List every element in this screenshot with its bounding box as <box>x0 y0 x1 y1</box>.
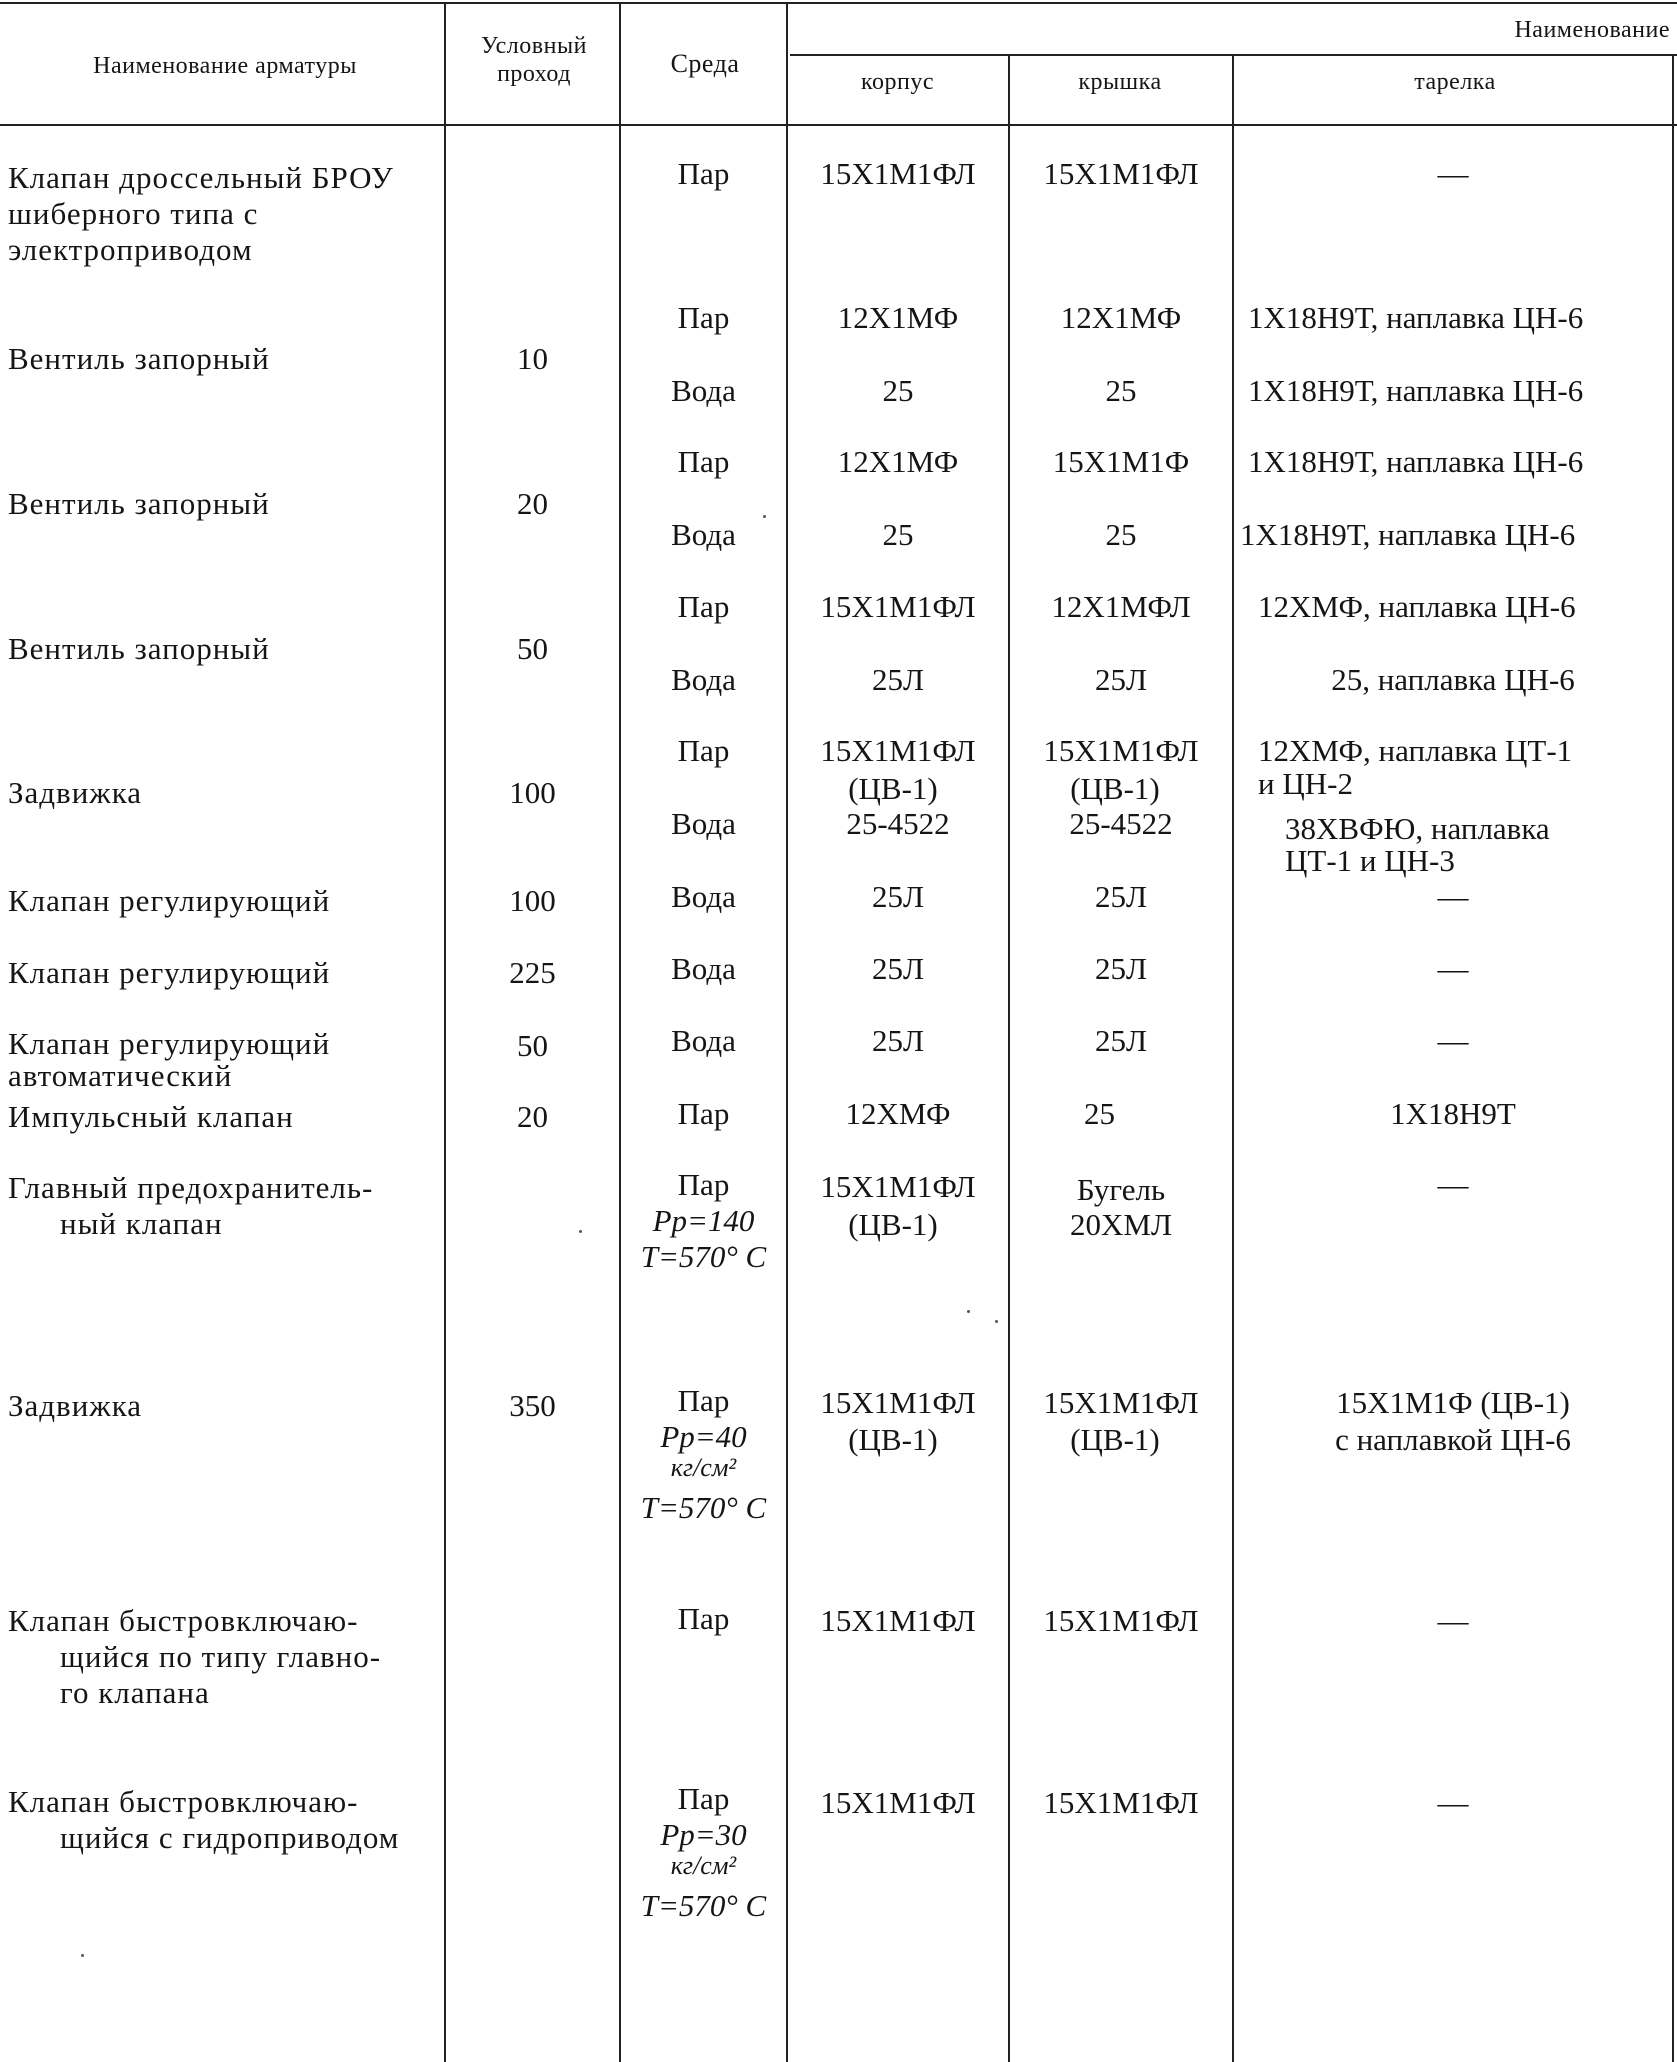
row-1-sub-0-disc: 1Х18Н9Т, наплавка ЦН-6 <box>1248 300 1584 335</box>
row-0-disc: — <box>1437 156 1469 191</box>
row-12-name-line-2: щийся с гидроприводом <box>60 1820 400 1855</box>
row-1-sub-0-body: 12Х1МФ <box>837 300 959 335</box>
row-11-body: 15Х1М1ФЛ <box>820 1603 976 1638</box>
row-10-medium-unit: кг/см² <box>670 1453 737 1482</box>
header-disc-col: тарелка <box>1414 69 1496 95</box>
print-speck <box>579 1230 582 1233</box>
row-7-disc: — <box>1437 1023 1469 1058</box>
row-8-body: 12ХМФ <box>845 1096 951 1131</box>
row-6-medium: Вода <box>671 951 736 986</box>
row-7-cover: 25Л <box>1094 1023 1148 1058</box>
row-4-sub-1-cover: 25-4522 <box>1069 806 1173 841</box>
row-12-medium-unit: кг/см² <box>670 1851 737 1880</box>
row-3-sub-0-disc: 12ХМФ, наплавка ЦН-6 <box>1258 589 1576 624</box>
row-4-sub-0-disc: 12ХМФ, наплавка ЦТ-1 <box>1258 733 1573 768</box>
row-9-cover: Бугель <box>1076 1172 1166 1207</box>
print-speck <box>967 1310 970 1313</box>
header-dn-col: Условный проход <box>481 33 587 87</box>
row-9-medium-pressure: Pр=140 <box>652 1203 755 1238</box>
row-4-sub-0-body2: (ЦВ-1) <box>848 771 938 806</box>
row-0-cover: 15Х1М1ФЛ <box>1043 156 1199 191</box>
row-3-name: Вентиль запорный <box>8 631 270 666</box>
row-2-name: Вентиль запорный <box>8 486 270 521</box>
row-0-body: 15Х1М1ФЛ <box>820 156 976 191</box>
row-3-sub-0-cover: 12Х1МФЛ <box>1051 589 1191 624</box>
row-8-name: Импульсный клапан <box>8 1099 294 1134</box>
row-3-sub-1-body: 25Л <box>871 662 925 697</box>
row-1-sub-0-medium: Пар <box>677 300 730 335</box>
row-4-name: Задвижка <box>8 775 143 810</box>
row-1-sub-0-cover: 12Х1МФ <box>1060 300 1182 335</box>
row-7-medium: Вода <box>671 1023 736 1058</box>
row-1-name: Вентиль запорный <box>8 341 270 376</box>
row-3-sub-1-disc: 25, наплавка ЦН-6 <box>1331 662 1575 697</box>
row-4-sub-1-medium: Вода <box>671 806 736 841</box>
header-bottom-rule <box>0 124 1677 126</box>
row-10-name: Задвижка <box>8 1388 143 1423</box>
row-12-medium-pressure: Pр=30 <box>660 1817 747 1852</box>
right-edge-rule <box>1672 56 1674 2062</box>
row-0-medium: Пар <box>677 156 730 191</box>
row-10-medium-temperature: T=570° C <box>640 1490 767 1525</box>
row-1-dn: 10 <box>517 341 548 376</box>
row-2-sub-0-medium: Пар <box>677 444 730 479</box>
row-0-name: Клапан дроссельный БРОУ шиберного типа с электроприводом <box>8 160 394 267</box>
row-2-sub-0-body: 12Х1МФ <box>837 444 959 479</box>
row-3-dn: 50 <box>517 631 548 666</box>
row-12-medium-temperature: T=570° C <box>640 1888 767 1923</box>
header-name-col: Наименование арматуры <box>93 53 357 79</box>
row-2-dn: 20 <box>517 486 548 521</box>
row-4-sub-0-disc2: и ЦН-2 <box>1258 766 1353 801</box>
row-6-cover: 25Л <box>1094 951 1148 986</box>
row-1-sub-1-medium: Вода <box>671 373 736 408</box>
row-12-medium: Пар <box>677 1781 730 1816</box>
row-10-dn: 350 <box>509 1388 556 1423</box>
row-2-sub-1-medium: Вода <box>671 517 736 552</box>
row-12-body: 15Х1М1ФЛ <box>820 1785 976 1820</box>
row-10-medium: Пар <box>677 1383 730 1418</box>
row-1-sub-1-cover: 25 <box>1105 373 1137 408</box>
col-divider-4 <box>1008 56 1010 2062</box>
row-2-sub-1-cover: 25 <box>1105 517 1137 552</box>
row-4-sub-1-body: 25-4522 <box>846 806 950 841</box>
row-8-medium: Пар <box>677 1096 730 1131</box>
row-2-sub-0-cover: 15Х1М1Ф <box>1052 444 1190 479</box>
header-medium-col: Среда <box>670 49 740 78</box>
row-4-dn: 100 <box>509 775 556 810</box>
row-9-body2: (ЦВ-1) <box>848 1207 938 1242</box>
row-10-medium-pressure: Pр=40 <box>660 1419 747 1454</box>
row-4-sub-1-disc: 38ХВФЮ, наплавка <box>1285 811 1550 846</box>
row-9-medium-temperature: T=570° C <box>640 1239 767 1274</box>
row-9-cover2: 20ХМЛ <box>1070 1207 1172 1242</box>
header-cover-col: крышка <box>1078 69 1162 95</box>
header-body-col: корпус <box>861 69 934 95</box>
row-8-disc: 1Х18Н9Т <box>1390 1096 1516 1131</box>
row-4-sub-0-medium: Пар <box>677 733 730 768</box>
row-2-sub-1-body: 25 <box>882 517 914 552</box>
row-7-dn: 50 <box>517 1028 548 1063</box>
row-11-medium: Пар <box>677 1601 730 1636</box>
print-speck <box>81 1954 84 1957</box>
row-5-body: 25Л <box>871 879 925 914</box>
row-1-sub-1-body: 25 <box>882 373 914 408</box>
row-9-medium: Пар <box>677 1167 730 1202</box>
row-10-disc: 15Х1М1Ф (ЦВ-1) <box>1336 1385 1570 1420</box>
row-6-dn: 225 <box>509 955 556 990</box>
row-4-sub-0-body: 15Х1М1ФЛ <box>820 733 976 768</box>
row-1-sub-1-disc: 1Х18Н9Т, наплавка ЦН-6 <box>1248 373 1584 408</box>
row-3-sub-1-medium: Вода <box>671 662 736 697</box>
row-2-sub-1-disc: 1Х18Н9Т, наплавка ЦН-6 <box>1240 517 1576 552</box>
row-10-cover: 15Х1М1ФЛ <box>1043 1385 1199 1420</box>
row-11-name-line-3: го клапана <box>60 1675 210 1710</box>
row-8-dn: 20 <box>517 1099 548 1134</box>
row-3-sub-0-medium: Пар <box>677 589 730 624</box>
row-7-body: 25Л <box>871 1023 925 1058</box>
top-rule <box>0 2 1677 4</box>
header-material-group: Наименование <box>1514 17 1670 43</box>
row-12-cover: 15Х1М1ФЛ <box>1043 1785 1199 1820</box>
row-6-disc: — <box>1437 951 1469 986</box>
print-speck <box>995 1320 998 1323</box>
row-10-body: 15Х1М1ФЛ <box>820 1385 976 1420</box>
row-5-disc: — <box>1437 879 1469 914</box>
row-7-name: Клапан регулирующий автоматический <box>8 1026 331 1093</box>
row-4-sub-0-cover: 15Х1М1ФЛ <box>1043 733 1199 768</box>
row-5-name: Клапан регулирующий <box>8 883 331 918</box>
row-10-body2: (ЦВ-1) <box>848 1422 938 1457</box>
row-9-name-line-1: Главный предохранитель- <box>8 1170 374 1205</box>
row-3-sub-0-body: 15Х1М1ФЛ <box>820 589 976 624</box>
row-11-cover: 15Х1М1ФЛ <box>1043 1603 1199 1638</box>
row-4-sub-0-cover2: (ЦВ-1) <box>1070 771 1160 806</box>
row-11-name-line-2: щийся по типу главно- <box>60 1639 382 1674</box>
row-12-name-line-1: Клапан быстровключаю- <box>8 1784 359 1819</box>
row-9-disc: — <box>1437 1167 1469 1202</box>
row-10-disc2: с наплавкой ЦН-6 <box>1335 1422 1571 1457</box>
row-9-body: 15Х1М1ФЛ <box>820 1169 976 1204</box>
row-9-name-line-2: ный клапан <box>60 1206 223 1241</box>
row-5-cover: 25Л <box>1094 879 1148 914</box>
row-10-cover2: (ЦВ-1) <box>1070 1422 1160 1457</box>
row-6-body: 25Л <box>871 951 925 986</box>
row-11-name-line-1: Клапан быстровключаю- <box>8 1603 359 1638</box>
row-6-name: Клапан регулирующий <box>8 955 331 990</box>
row-5-medium: Вода <box>671 879 736 914</box>
col-divider-5 <box>1232 56 1234 2062</box>
row-12-disc: — <box>1437 1785 1469 1820</box>
row-3-sub-1-cover: 25Л <box>1094 662 1148 697</box>
row-8-cover: 25 <box>1084 1096 1115 1131</box>
row-4-sub-1-disc2: ЦТ-1 и ЦН-3 <box>1285 843 1455 878</box>
row-2-sub-0-disc: 1Х18Н9Т, наплавка ЦН-6 <box>1248 444 1584 479</box>
print-speck <box>763 515 766 518</box>
row-5-dn: 100 <box>509 883 556 918</box>
row-11-disc: — <box>1437 1603 1469 1638</box>
